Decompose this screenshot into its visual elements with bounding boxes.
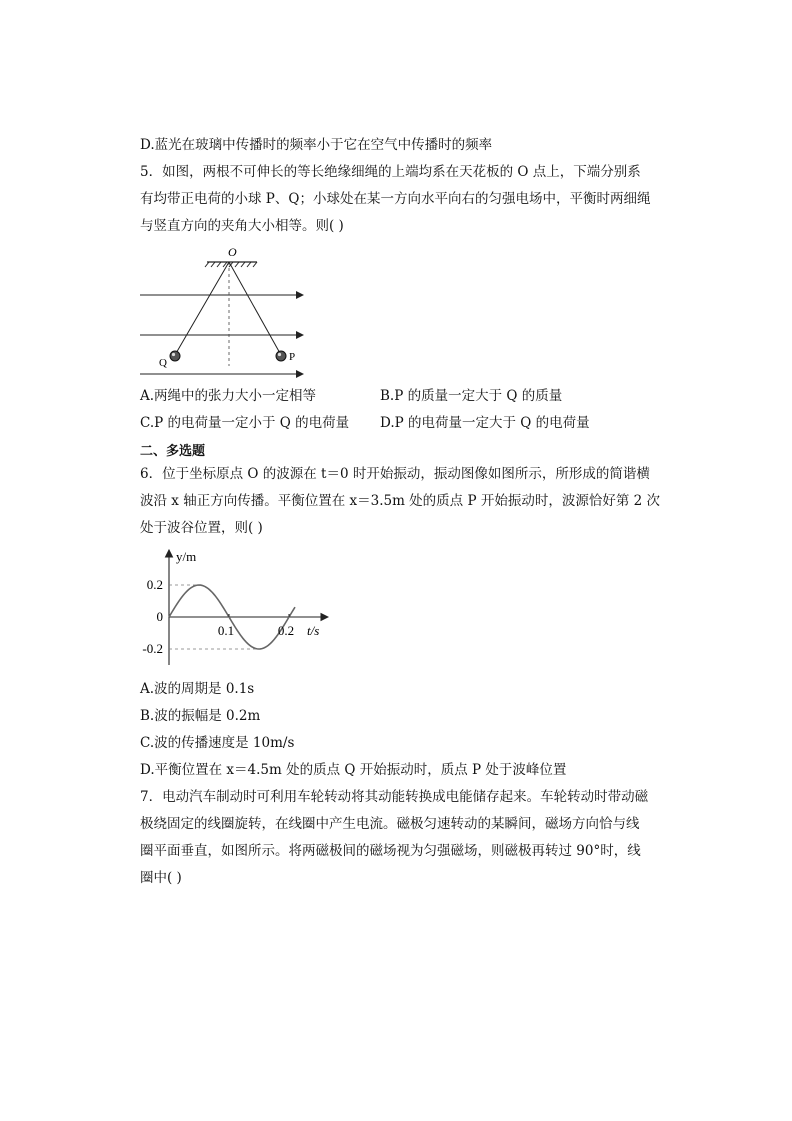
string-p [229,262,281,355]
q6-option-a: A.波的周期是 0.1s [140,681,255,697]
q6-chart [138,545,338,670]
string-q [175,262,229,355]
q5-line-2: 有均带正电荷的小球 P、Q；小球处在某一方向水平向右的匀强电场中，平衡时两细绳 [140,191,651,207]
q7-line-2: 极绕固定的线圈旋转，在线圈中产生电流。磁极匀速转动的某瞬间，磁场方向恰与线 [140,816,640,832]
q6-line-3: 处于波谷位置，则( ) [140,520,263,536]
q5-line-3: 与竖直方向的夹角大小相等。则( ) [140,218,344,234]
q4-option-d: D.蓝光在玻璃中传播时的频率小于它在空气中传播时的频率 [140,137,493,153]
label-o: O [228,245,237,259]
y-axis-label: y/m [176,549,197,564]
y-tick-label: 0 [156,609,163,624]
ball-p [276,351,286,361]
q5-option-b: B.P 的质量一定大于 Q 的质量 [380,388,563,404]
section-heading: 二、多选题 [140,444,206,459]
label-p: P [289,351,296,363]
q7-line-4: 圈中( ) [140,870,182,886]
q5-option-d: D.P 的电荷量一定大于 Q 的电荷量 [380,415,590,431]
q6-option-d: D.平衡位置在 x＝4.5m 处的质点 Q 开始振动时，质点 P 处于波峰位置 [140,762,567,778]
q6-option-c: C.波的传播速度是 10m/s [140,735,295,751]
y-tick-label: -0.2 [142,641,163,656]
q5-option-a: A.两绳中的张力大小一定相等 [140,388,317,404]
ball-q [170,351,180,361]
x-axis-label: t/s [307,623,320,638]
x-tick-label: 0.2 [277,623,295,638]
x-tick-label: 0.1 [217,623,235,638]
y-tick-label: 0.2 [146,577,163,592]
label-q: Q [159,357,167,369]
q6-option-b: B.波的振幅是 0.2m [140,708,261,724]
q6-line-1: 6．位于坐标原点 O 的波源在 t＝0 时开始振动，振动图像如图所示，所形成的简谐横 [140,466,650,482]
q5-figure [135,242,310,380]
q7-line-1: 7．电动汽车制动时可利用车轮转动将其动能转换成电能储存起来。车轮转动时带动磁 [140,789,649,805]
q5-line-1: 5．如图，两根不可伸长的等长绝缘细绳的上端均系在天花板的 O 点上，下端分别系 [140,164,641,180]
q5-option-c: C.P 的电荷量一定小于 Q 的电荷量 [140,415,350,431]
q6-line-2: 波沿 x 轴正方向传播。平衡位置在 x＝3.5m 处的质点 P 开始振动时，波源恰好第 2 次 [140,493,660,509]
q7-line-3: 圈平面垂直，如图所示。将两磁极间的磁场视为匀强磁场，则磁极再转过 90°时，线 [140,843,641,859]
